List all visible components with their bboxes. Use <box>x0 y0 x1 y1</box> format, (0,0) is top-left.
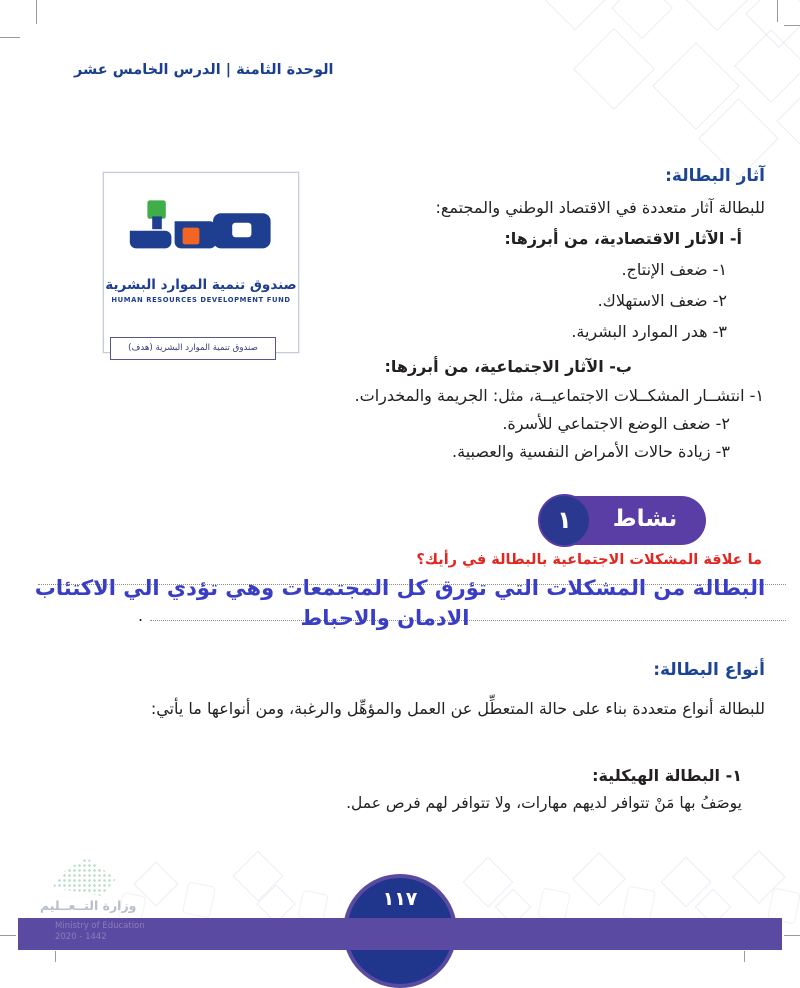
social-effects-heading: ب- الآثار الاجتماعية، من أبرزها: <box>384 357 632 376</box>
lesson-header: الوحدة الثامنة | الدرس الخامس عشر <box>74 62 334 78</box>
crop-mark <box>55 951 56 962</box>
hrdf-name-arabic: صندوق تنمية الموارد البشرية <box>105 277 297 293</box>
crop-mark <box>0 935 16 936</box>
crop-mark <box>744 951 745 962</box>
page-number: ١١٧ <box>382 888 418 910</box>
ministry-name-arabic: وزارة التــعــليم <box>40 898 137 913</box>
diamond-pattern-top <box>540 0 800 170</box>
crop-mark <box>0 37 20 38</box>
crop-mark <box>784 25 800 26</box>
activity-question: ما علاقة المشكلات الاجتماعية بالبطالة في رأيك؟ <box>416 552 762 568</box>
hrdf-logo-caption: صندوق تنمية الموارد البشرية (هدف) <box>110 337 276 360</box>
hrdf-logo-figure <box>103 172 299 353</box>
answer-period: . <box>138 606 144 625</box>
activity-badge <box>540 496 706 545</box>
types-intro: للبطالة أنواع متعددة بناء على حالة المتعطِّل عن العمل والمؤهِّل والرغبة، ومن أنواعها ما يأتي: <box>150 699 765 718</box>
social-item: ٢- ضعف الوضع الاجتماعي للأسرة. <box>502 414 730 433</box>
social-item: ١- انتشــار المشكــلات الاجتماعيــة، مثل: الجريمة والمخدرات. <box>354 386 764 405</box>
ministry-year: 2020 - 1442 <box>55 932 107 942</box>
economic-item: ١- ضعف الإنتاج. <box>621 260 727 279</box>
crop-mark <box>36 0 37 24</box>
types-title: أنواع البطالة: <box>653 660 765 680</box>
type1-heading: ١- البطالة الهيكلية: <box>592 766 742 785</box>
handwritten-answer-line2: الادمان والاحباط <box>300 606 470 630</box>
social-item: ٣- زيادة حالات الأمراض النفسية والعصبية. <box>452 442 730 461</box>
activity-label: نشاط <box>612 506 678 532</box>
crop-mark <box>784 935 800 936</box>
economic-item: ٢- ضعف الاستهلاك. <box>597 291 727 310</box>
hrdf-logo-mark <box>125 193 277 267</box>
type1-body: يوصَفُ بها مَنْ تتوافر لديهم مهارات، ولا تتوافر لهم فرص عمل. <box>346 794 742 812</box>
crop-mark <box>777 0 778 22</box>
ministry-name-english: Ministry of Education <box>55 921 145 931</box>
economic-item: ٣- هدر الموارد البشرية. <box>571 322 727 341</box>
effects-intro: للبطالة آثار متعددة في الاقتصاد الوطني والمجتمع: <box>435 198 765 217</box>
effects-title: آثار البطالة: <box>665 166 765 186</box>
economic-effects-heading: أ- الآثار الاقتصادية، من أبرزها: <box>504 229 742 248</box>
ministry-emblem <box>52 858 116 896</box>
hrdf-name-english: HUMAN RESOURCES DEVELOPMENT FUND <box>111 296 291 304</box>
handwritten-answer-line1: البطالة من المشكلات التي تؤرق كل المجتمعات وهي تؤدي الي الاكتئاب <box>34 576 766 600</box>
activity-number-circle: ١ <box>538 494 591 547</box>
